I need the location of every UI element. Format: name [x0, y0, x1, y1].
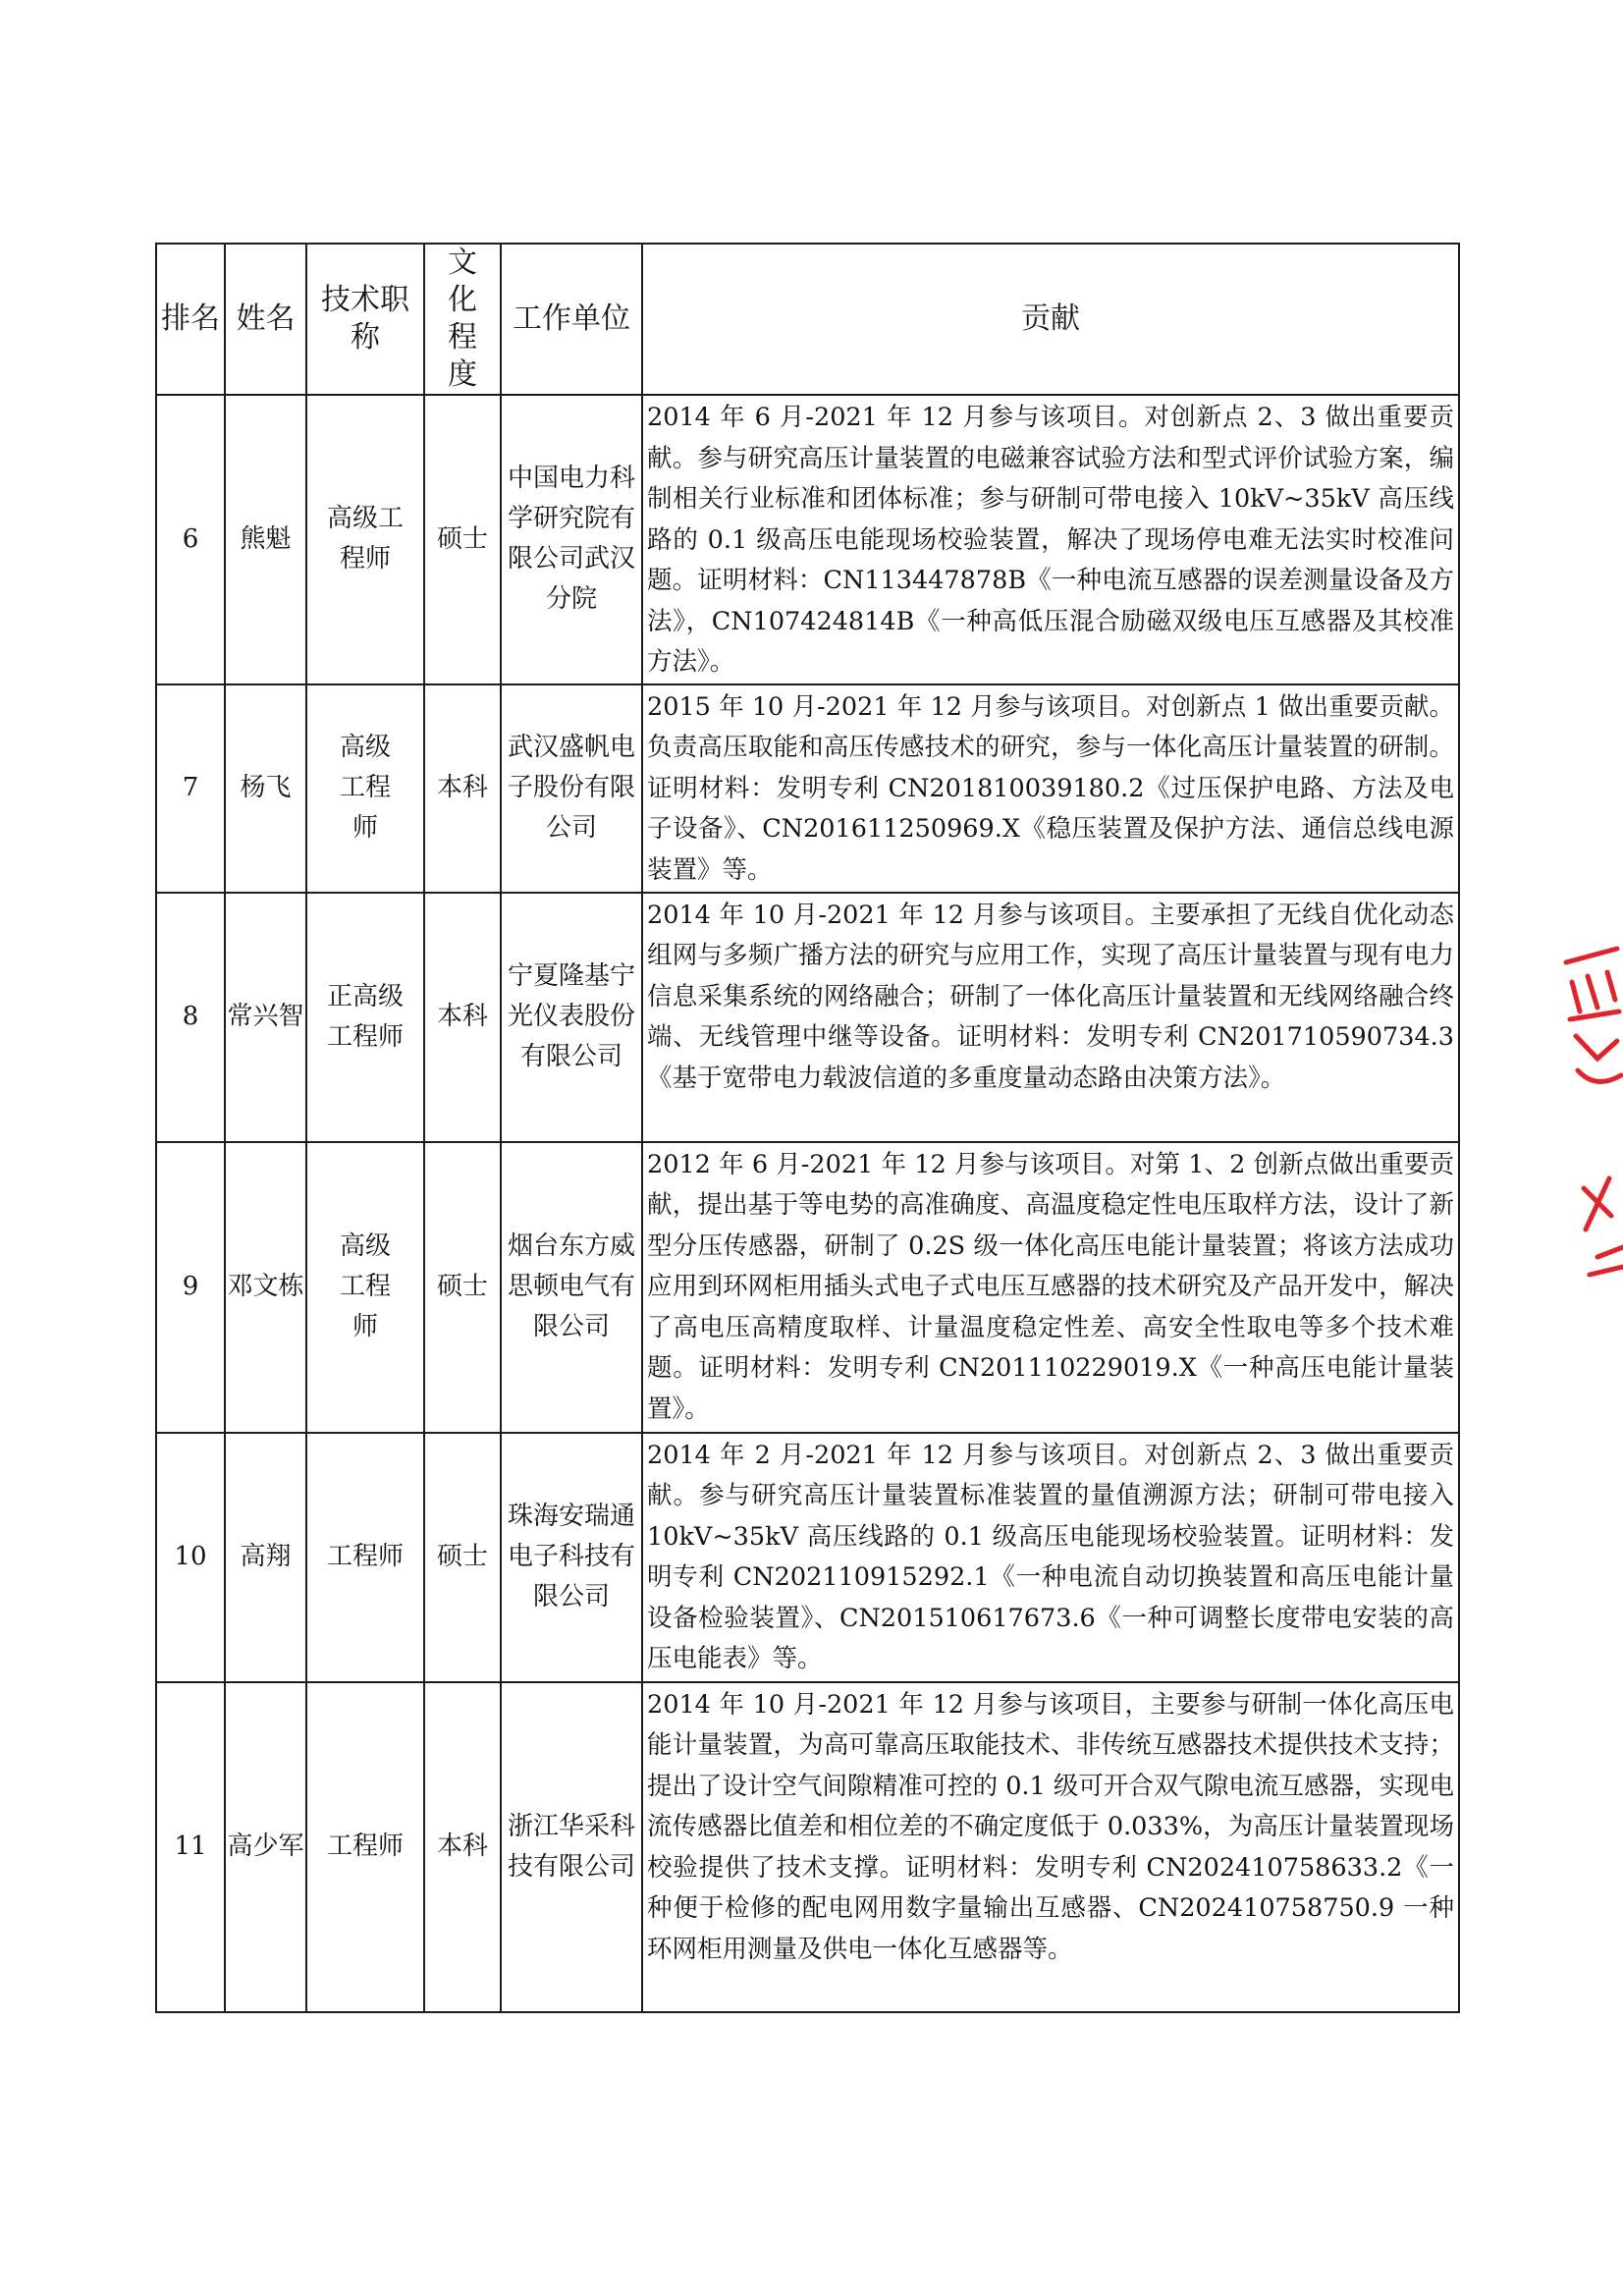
education-cell: 本科 [424, 893, 501, 1142]
table-row [156, 1142, 1459, 1433]
unit-cell: 浙江华采科技有限公司 [501, 1682, 642, 2012]
name-cell: 常兴智 [225, 893, 306, 1142]
education-cell: 本科 [424, 684, 501, 893]
contribution-cell: 2014 年 6 月-2021 年 12 月参与该项目。对创新点 2、3 做出重要贡献。参与研究高压计量装置的电磁兼容试验方法和型式评价试验方案，编制相关行业标准和团体标准；参与研制可带电接入 10kV~35kV 高压线路的 0.1 级高压电能现场校验装置，解决了现场停电难无法实时校准问题。证明材料：CN113447878B《一种电流互感器的误差测量设备及方法》，CN107424814B《一种高低压混合励磁双级电压互感器及其校准方法》。 [642, 395, 1459, 684]
header-rank: 排名 [156, 244, 225, 395]
education-cell: 本科 [424, 1682, 501, 2012]
contributors-table [155, 243, 1460, 2013]
rank-cell: 10 [156, 1433, 225, 1682]
table-row [156, 1682, 1459, 2012]
rank-cell: 9 [156, 1142, 225, 1433]
education-cell: 硕士 [424, 1433, 501, 1682]
name-cell: 邓文栋 [225, 1142, 306, 1433]
name-cell: 杨飞 [225, 684, 306, 893]
table-header-row [156, 244, 1459, 395]
unit-cell: 宁夏隆基宁光仪表股份有限公司 [501, 893, 642, 1142]
name-cell: 高少军 [225, 1682, 306, 2012]
header-title: 技术职称 [306, 244, 424, 395]
title-cell: 工程师 [306, 1682, 424, 2012]
contribution-cell: 2014 年 10 月-2021 年 12 月参与该项目，主要参与研制一体化高压电能计量装置，为高可靠高压取能技术、非传统互感器技术提供技术支持；提出了设计空气间隙精准可控的 0.1 级可开合双气隙电流互感器，实现电流传感器比值差和相位差的不确定度低于 0.033%，为高压计量装置现场校验提供了技术支撑。证明材料：发明专利 CN202410758633.2《一种便于检修的配电网用数字量输出互感器、CN202410758750.9 一种环网柜用测量及供电一体化互感器等。 [642, 1682, 1459, 2012]
education-cell: 硕士 [424, 395, 501, 684]
contribution-cell: 2012 年 6 月-2021 年 12 月参与该项目。对第 1、2 创新点做出重要贡献，提出基于等电势的高准确度、高温度稳定性电压取样方法，设计了新型分压传感器，研制了 0.2S 级一体化高压电能计量装置；将该方法成功应用到环网柜用插头式电子式电压互感器的技术研究及产品开发中，解决了高电压高精度取样、计量温度稳定性差、高安全性取电等多个技术难题。证明材料：发明专利 CN201110229019.X《一种高压电能计量装置》。 [642, 1142, 1459, 1433]
header-name: 姓名 [225, 244, 306, 395]
education-cell: 硕士 [424, 1142, 501, 1433]
name-cell: 高翔 [225, 1433, 306, 1682]
header-unit: 工作单位 [501, 244, 642, 395]
title-cell: 高级工程师 [306, 395, 424, 684]
rank-cell: 6 [156, 395, 225, 684]
rank-cell: 8 [156, 893, 225, 1142]
contribution-cell: 2015 年 10 月-2021 年 12 月参与该项目。对创新点 1 做出重要贡献。负责高压取能和高压传感技术的研究，参与一体化高压计量装置的研制。证明材料：发明专利 CN201810039180.2《过压保护电路、方法及电子设备》、CN201611250969.X《稳压装置及保护方法、通信总线电源装置》等。 [642, 684, 1459, 893]
unit-cell: 中国电力科学研究院有限公司武汉分院 [501, 395, 642, 684]
header-contribution: 贡献 [642, 244, 1459, 395]
header-education: 文化程度 [424, 244, 501, 395]
contribution-cell: 2014 年 10 月-2021 年 12 月参与该项目。主要承担了无线自优化动态组网与多频广播方法的研究与应用工作，实现了高压计量装置与现有电力信息采集系统的网络融合；研制了一体化高压计量装置和无线网络融合终端、无线管理中继等设备。证明材料：发明专利 CN201710590734.3《基于宽带电力载波信道的多重度量动态路由决策方法》。 [642, 893, 1459, 1142]
table-row [156, 395, 1459, 684]
title-cell: 正高级工程师 [306, 893, 424, 1142]
table-row [156, 893, 1459, 1142]
contribution-cell: 2014 年 2 月-2021 年 12 月参与该项目。对创新点 2、3 做出重要贡献。参与研究高压计量装置标准装置的量值溯源方法；研制可带电接入 10kV~35kV 高压线路的 0.1 级高压电能现场校验装置。证明材料：发明专利 CN202110915292.1《一种电流自动切换装置和高压电能计量设备检验装置》、CN201510617673.6《一种可调整长度带电安装的高压电能表》等。 [642, 1433, 1459, 1682]
unit-cell: 珠海安瑞通电子科技有限公司 [501, 1433, 642, 1682]
unit-cell: 烟台东方威思顿电气有限公司 [501, 1142, 642, 1433]
table-row [156, 684, 1459, 893]
title-cell: 高级工程师 [306, 684, 424, 893]
title-cell: 高级工程师 [306, 1142, 424, 1433]
title-cell: 工程师 [306, 1433, 424, 1682]
rank-cell: 11 [156, 1682, 225, 2012]
unit-cell: 武汉盛帆电子股份有限公司 [501, 684, 642, 893]
red-seal-stamp-icon [1558, 943, 1623, 1316]
table-row [156, 1433, 1459, 1682]
rank-cell: 7 [156, 684, 225, 893]
name-cell: 熊魁 [225, 395, 306, 684]
